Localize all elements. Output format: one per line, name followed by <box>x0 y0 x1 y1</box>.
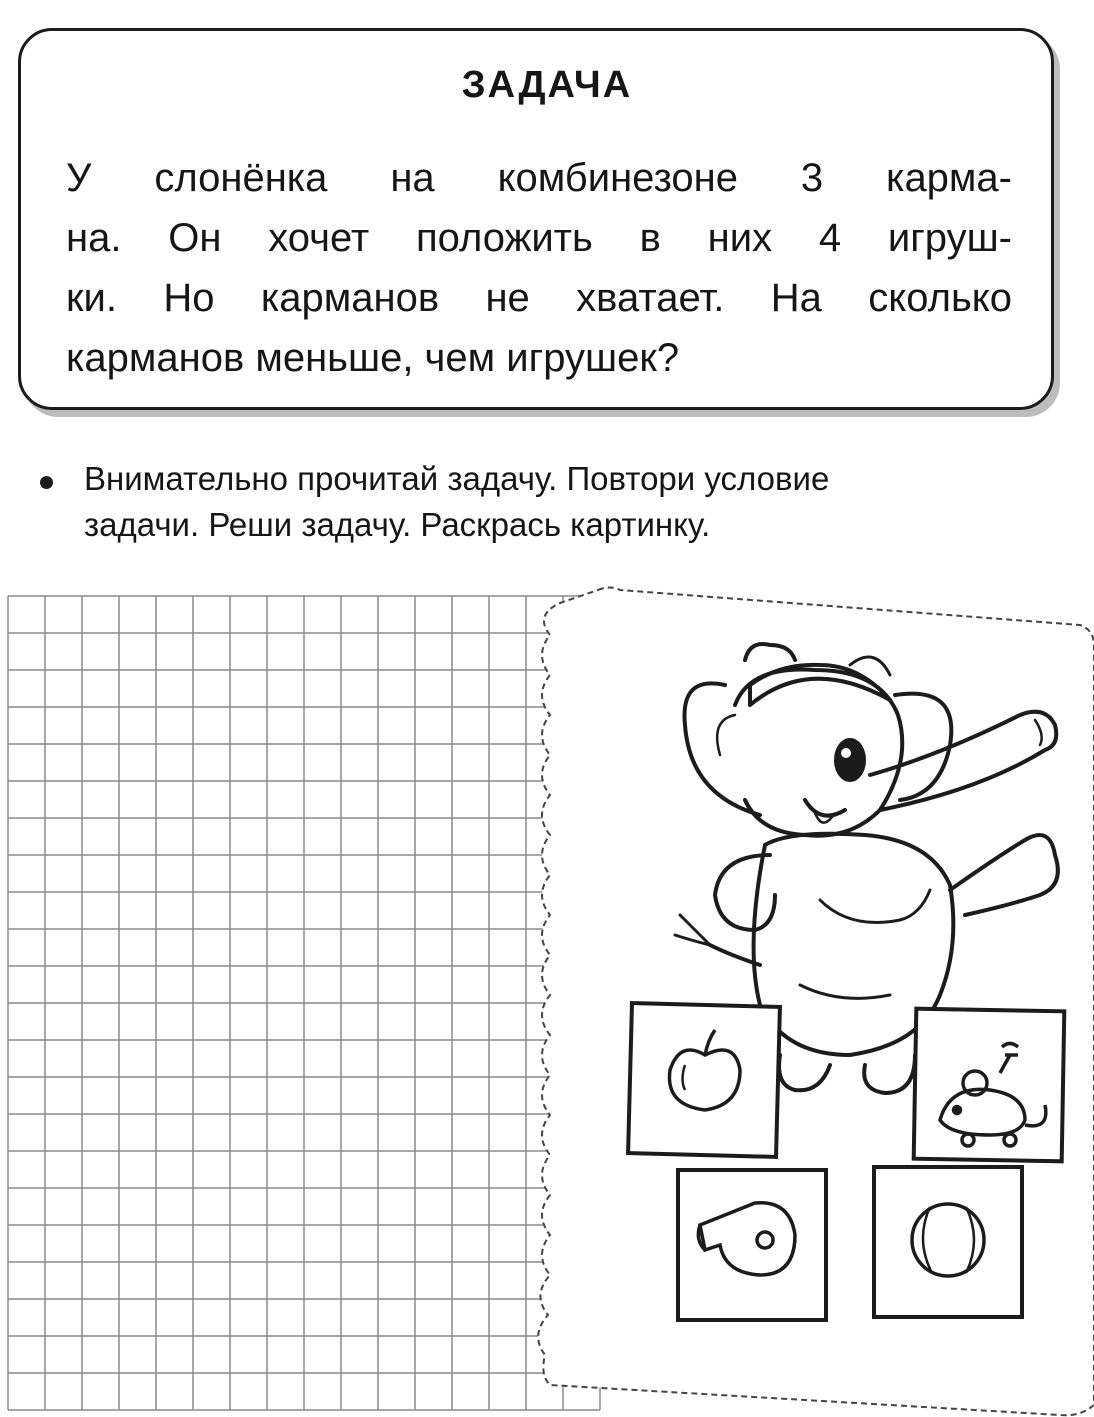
card-toy-mouse <box>914 1009 1065 1162</box>
task-line: на. Он хочет положить в них 4 игруш- <box>66 216 1012 260</box>
task-line: карманов меньше, чем игрушек? <box>66 336 680 380</box>
task-text <box>66 148 1012 388</box>
instruction-line: Внимательно прочитай задачу. Повтори условие <box>84 460 830 497</box>
bullet-icon <box>40 476 53 489</box>
task-line: ки. Но карманов не хватает. На сколько <box>66 276 1012 320</box>
instruction-line: задачи. Реши задачу. Раскрась картинку. <box>84 506 711 543</box>
card-ball <box>874 1167 1022 1317</box>
instruction <box>40 456 1020 548</box>
task-line: У слонёнка на комбинезоне 3 карма- <box>66 156 1012 200</box>
card-apple <box>628 1003 780 1157</box>
task-title: ЗАДАЧА <box>461 64 633 106</box>
coloring-picture <box>520 585 1094 1417</box>
